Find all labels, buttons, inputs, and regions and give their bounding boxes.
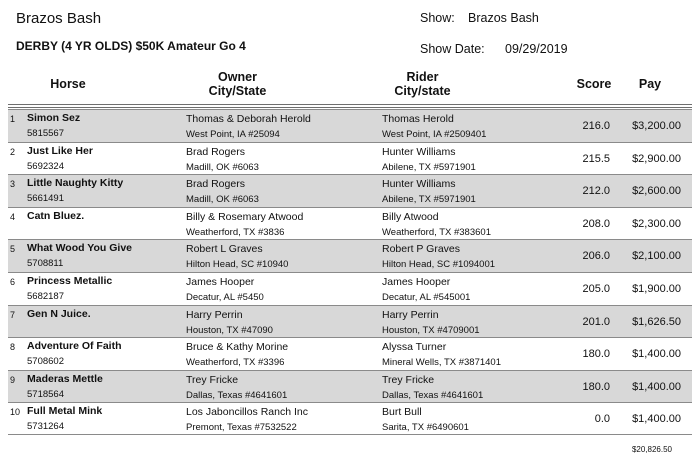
owner-name: James Hooper bbox=[186, 275, 255, 288]
header-owner-label: Owner bbox=[218, 70, 257, 84]
table-row bbox=[8, 142, 692, 175]
horse-name: Adventure Of Faith bbox=[27, 340, 122, 353]
horse-name: Simon Sez bbox=[27, 112, 81, 124]
horse-name: Catn Bluez. bbox=[27, 209, 85, 222]
pay-amount: $1,400.00 bbox=[632, 380, 681, 393]
place-number: 4 bbox=[10, 211, 16, 222]
table-row bbox=[8, 207, 692, 240]
table-row bbox=[8, 239, 692, 272]
registration-number: 5815567 bbox=[27, 128, 64, 139]
table-row bbox=[8, 174, 692, 207]
rider-name: Alyssa Turner bbox=[382, 341, 447, 354]
score-value: 205.0 bbox=[582, 282, 610, 295]
registration-number: 5708811 bbox=[27, 258, 64, 270]
owner-name: Robert L Graves bbox=[186, 243, 263, 256]
table-row bbox=[8, 337, 692, 370]
header-score: Score bbox=[576, 77, 612, 91]
rider-name: Billy Atwood bbox=[382, 210, 439, 223]
horse-name: Full Metal Mink bbox=[27, 405, 103, 418]
header-horse: Horse bbox=[50, 77, 86, 91]
owner-location: Hilton Head, SC #10940 bbox=[186, 259, 289, 271]
rider-location: Abilene, TX #5971901 bbox=[382, 161, 476, 173]
show-date-value: 09/29/2019 bbox=[505, 42, 568, 56]
header-rule-bottom bbox=[8, 107, 692, 108]
rider-location: Weatherford, TX #383601 bbox=[382, 226, 491, 238]
pay-amount: $1,626.50 bbox=[632, 315, 681, 328]
owner-name: Brad Rogers bbox=[186, 145, 245, 158]
place-number: 10 bbox=[10, 407, 21, 418]
owner-name: Billy & Rosemary Atwood bbox=[186, 210, 304, 223]
registration-number: 5708602 bbox=[27, 356, 64, 368]
total-pay: $20,826.50 bbox=[631, 445, 672, 454]
show-label: Show: bbox=[420, 11, 455, 25]
pay-amount: $1,400.00 bbox=[632, 348, 681, 361]
table-row bbox=[8, 370, 692, 403]
registration-number: 5682187 bbox=[27, 290, 64, 302]
header-rule-top bbox=[8, 104, 692, 105]
table-row bbox=[8, 272, 692, 305]
horse-name: Gen N Juice. bbox=[27, 307, 91, 320]
horse-name: What Wood You Give bbox=[27, 242, 132, 255]
header-rider-label: Rider bbox=[406, 70, 439, 84]
owner-location: Decatur, AL #5450 bbox=[186, 291, 264, 303]
pay-amount: $1,900.00 bbox=[632, 282, 681, 295]
owner-name: Brad Rogers bbox=[186, 178, 245, 191]
rider-name: Hunter Williams bbox=[382, 145, 456, 158]
rider-location: Abilene, TX #5971901 bbox=[382, 194, 476, 206]
owner-name: Harry Perrin bbox=[186, 308, 243, 321]
place-number: 1 bbox=[10, 114, 16, 124]
place-number: 5 bbox=[10, 244, 16, 255]
place-number: 8 bbox=[10, 342, 16, 353]
owner-name: Bruce & Kathy Morine bbox=[186, 341, 289, 354]
results-table bbox=[8, 109, 692, 435]
owner-location: Premont, Texas #7532522 bbox=[186, 422, 297, 434]
rider-name: Hunter Williams bbox=[382, 178, 456, 191]
table-row bbox=[8, 305, 692, 338]
registration-number: 5661491 bbox=[27, 193, 64, 205]
pay-amount: $3,200.00 bbox=[632, 120, 681, 132]
place-number: 2 bbox=[10, 146, 16, 157]
registration-number: 5718564 bbox=[27, 388, 64, 400]
owner-location: Houston, TX #47090 bbox=[186, 324, 273, 336]
owner-location: Dallas, Texas #4641601 bbox=[186, 389, 288, 401]
score-value: 206.0 bbox=[582, 250, 610, 263]
owner-location: Madill, OK #6063 bbox=[186, 194, 259, 206]
score-value: 216.0 bbox=[582, 120, 610, 132]
owner-name: Thomas & Deborah Herold bbox=[186, 113, 311, 125]
horse-name: Princess Metallic bbox=[27, 274, 113, 287]
pay-amount: $2,900.00 bbox=[632, 152, 681, 165]
header-pay: Pay bbox=[638, 77, 662, 91]
place-number: 6 bbox=[10, 276, 16, 287]
table-row bbox=[8, 109, 692, 142]
rider-location: Dallas, Texas #4641601 bbox=[382, 389, 484, 401]
rider-name: Burt Bull bbox=[382, 406, 422, 419]
class-title: DERBY (4 YR OLDS) $50K Amateur Go 4 bbox=[16, 39, 246, 53]
horse-name: Just Like Her bbox=[27, 144, 93, 157]
rider-location: Sarita, TX #6490601 bbox=[382, 422, 469, 434]
show-value: Brazos Bash bbox=[468, 11, 539, 25]
owner-location: Weatherford, TX #3836 bbox=[186, 226, 285, 238]
rider-name: Trey Fricke bbox=[382, 373, 435, 386]
pay-amount: $2,100.00 bbox=[632, 250, 681, 263]
header-rider-sub: City/state bbox=[394, 84, 451, 98]
score-value: 212.0 bbox=[582, 185, 610, 198]
header-owner-sub: City/State bbox=[208, 84, 267, 98]
pay-amount: $2,600.00 bbox=[632, 185, 681, 198]
pay-amount: $1,400.00 bbox=[632, 413, 681, 426]
header-rider bbox=[365, 70, 480, 98]
table-row bbox=[8, 402, 692, 435]
score-value: 201.0 bbox=[582, 315, 610, 328]
registration-number: 5731264 bbox=[27, 421, 64, 433]
rider-location: Hilton Head, SC #1094001 bbox=[382, 259, 496, 271]
place-number: 7 bbox=[10, 309, 16, 320]
score-value: 0.0 bbox=[594, 413, 610, 426]
owner-location: Madill, OK #6063 bbox=[186, 161, 259, 173]
score-value: 180.0 bbox=[582, 348, 610, 361]
rider-location: West Point, IA #2509401 bbox=[382, 129, 487, 140]
horse-name: Little Naughty Kitty bbox=[27, 177, 124, 190]
event-title: Brazos Bash bbox=[16, 10, 102, 27]
rider-location: Houston, TX #4709001 bbox=[382, 324, 480, 336]
rider-name: Thomas Herold bbox=[382, 113, 454, 125]
rider-name: Harry Perrin bbox=[382, 308, 439, 321]
owner-location: Weatherford, TX #3396 bbox=[186, 357, 285, 369]
rider-name: Robert P Graves bbox=[382, 243, 461, 256]
rider-location: Mineral Wells, TX #3871401 bbox=[382, 357, 501, 369]
place-number: 9 bbox=[10, 374, 16, 385]
score-value: 180.0 bbox=[582, 380, 610, 393]
place-number: 3 bbox=[10, 179, 16, 190]
horse-name: Maderas Mettle bbox=[27, 372, 103, 385]
rider-name: James Hooper bbox=[382, 275, 451, 288]
owner-name: Trey Fricke bbox=[186, 373, 239, 386]
registration-number: 5692324 bbox=[27, 160, 64, 172]
show-date-label: Show Date: bbox=[420, 42, 485, 56]
header-owner bbox=[180, 70, 295, 98]
score-value: 208.0 bbox=[582, 217, 610, 230]
score-value: 215.5 bbox=[582, 152, 610, 165]
pay-amount: $2,300.00 bbox=[632, 217, 681, 230]
owner-name: Los Jaboncillos Ranch Inc bbox=[186, 406, 308, 419]
rider-location: Decatur, AL #545001 bbox=[382, 291, 471, 303]
owner-location: West Point, IA #25094 bbox=[186, 129, 280, 140]
